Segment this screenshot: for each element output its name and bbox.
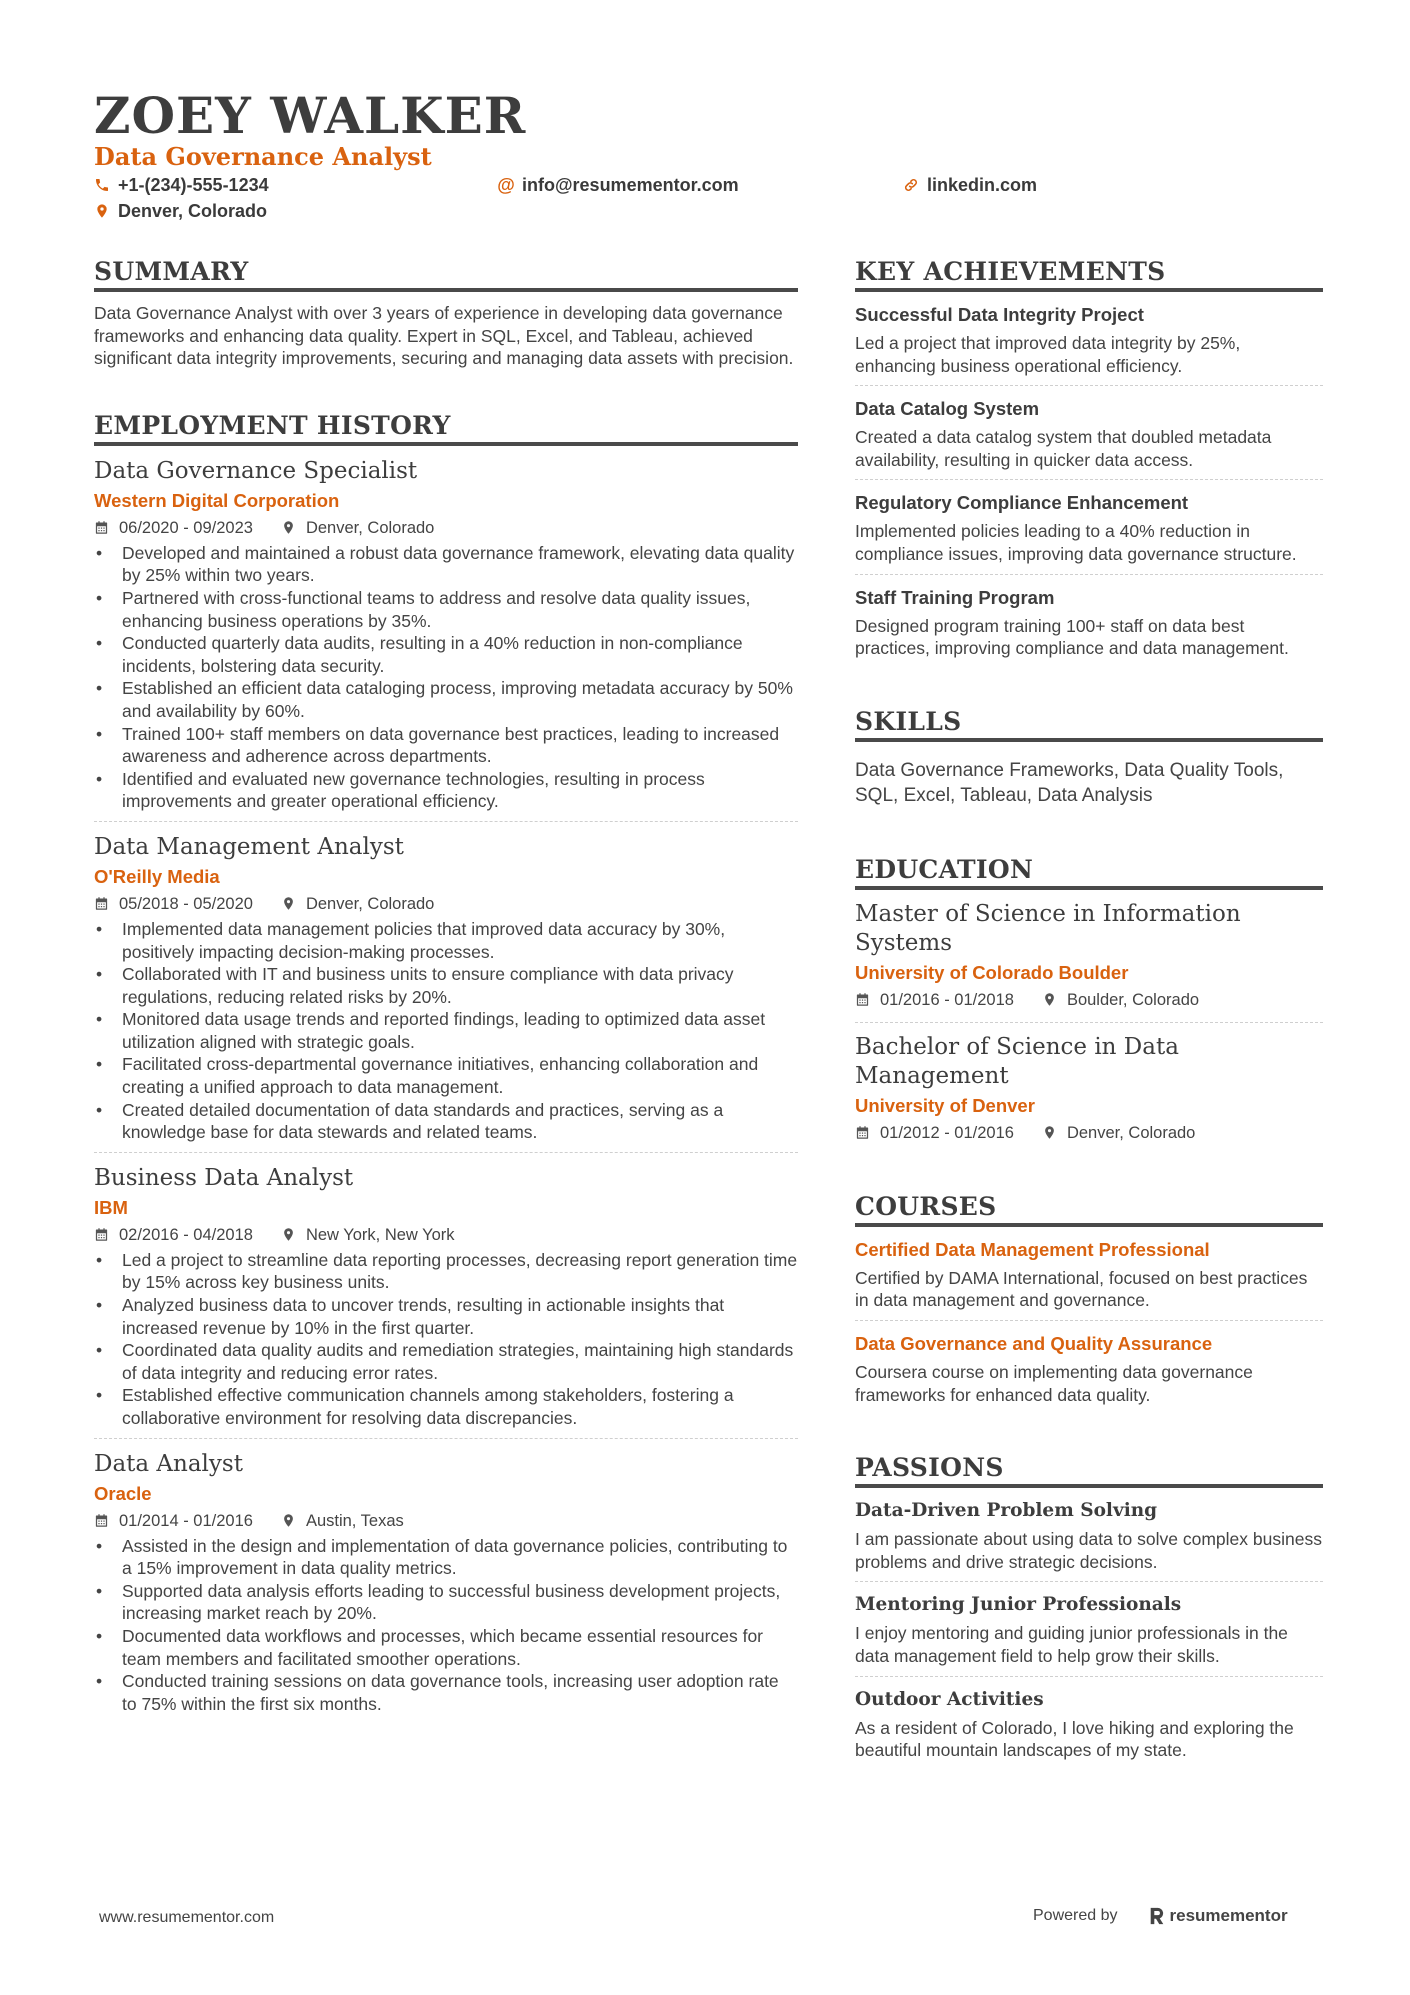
passion-text: As a resident of Colorado, I love hiking and exploring the beautiful mountain landscapes of my state. (855, 1717, 1294, 1761)
job-bullet: • Partnered with cross-functional teams to address and resolve data quality issues, enhancing business operations by 35%. (94, 587, 798, 632)
job-title: Data Governance Specialist (94, 457, 418, 484)
email-text: info@resumementor.com (522, 175, 739, 195)
achievement-title: Regulatory Compliance Enhancement (855, 492, 1189, 514)
at-sign-icon: @ (497, 175, 515, 195)
link-icon (903, 176, 919, 194)
location-item (1042, 988, 1199, 1012)
courses-section (855, 1191, 1323, 1414)
job-bullet: • Implemented data management policies that improved data accuracy by 30%, positively impacting decision-making processes. (94, 918, 798, 963)
meta-row (94, 1223, 798, 1247)
brand-text: resumementor (1169, 1906, 1288, 1925)
date-item (855, 1121, 1014, 1145)
course-item (855, 1237, 1323, 1321)
job-bullet: • Supported data analysis efforts leading to successful business development projects, increasing market reach by 20%. (94, 1580, 798, 1625)
location-item (1042, 1121, 1195, 1145)
achievement-item (855, 490, 1323, 574)
left-column (94, 256, 798, 1761)
school-name: University of Colorado Boulder (855, 961, 1129, 983)
job-bullet: • Analyzed business data to uncover trends, resulting in actionable insights that increased revenue by 10% in the first quarter. (94, 1294, 798, 1339)
employment-section (94, 410, 798, 1724)
job-company: IBM (94, 1196, 128, 1218)
skills-section (855, 706, 1323, 808)
right-column (855, 256, 1323, 1808)
brand-mark-icon (1148, 1906, 1166, 1926)
calendar-icon (94, 1227, 119, 1242)
location-item (281, 1509, 404, 1533)
achievement-text: Implemented policies leading to a 40% reduction in compliance issues, improving data governance structure. (855, 521, 1297, 564)
date-item (855, 988, 1014, 1012)
job-title: Data Management Analyst (94, 833, 404, 860)
job-title: Business Data Analyst (94, 1164, 354, 1191)
job-bullet: • Created detailed documentation of data standards and practices, serving as a knowledge base for data stewards and related teams. (94, 1099, 798, 1144)
achievement-text: Led a project that improved data integrity by 25%, enhancing business operational efficiency. (855, 333, 1241, 376)
job-entry (94, 456, 798, 822)
job-entry (94, 1449, 798, 1724)
job-bullets (94, 542, 798, 813)
job-bullets (94, 1535, 798, 1716)
contact-location (94, 199, 267, 223)
calendar-icon (94, 896, 119, 911)
map-pin-icon (281, 1227, 306, 1242)
date-text: 01/2016 - 01/2018 (880, 990, 1014, 1009)
map-pin-icon (1042, 1125, 1067, 1140)
candidate-role: Data Governance Analyst (94, 142, 432, 171)
course-title: Data Governance and Quality Assurance (855, 1332, 1213, 1354)
job-bullet: • Monitored data usage trends and reported findings, leading to optimized data asset utilization aligned with strategic goals. (94, 1008, 798, 1053)
job-bullet: • Established an efficient data cataloging process, improving metadata accuracy by 50% and availability by 60%. (94, 677, 798, 722)
passion-item (855, 1592, 1323, 1676)
summary-heading: SUMMARY (94, 256, 798, 292)
linkedin-text: linkedin.com (927, 175, 1038, 195)
meta-row (94, 1509, 798, 1533)
phone-text: +1-(234)-555-1234 (118, 175, 269, 195)
location-text: Boulder, Colorado (1066, 990, 1200, 1009)
achievement-item (855, 585, 1323, 668)
course-text: Certified by DAMA International, focused on best practices in data management and governance. (855, 1267, 1308, 1311)
education-list (855, 900, 1323, 1155)
skills-text: Data Governance Frameworks, Data Quality Tools, SQL, Excel, Tableau, Data Analysis (855, 759, 1284, 806)
education-item (855, 1033, 1323, 1155)
education-section (855, 854, 1323, 1155)
job-bullet: • Trained 100+ staff members on data governance best practices, leading to increased awareness and adherence across departments. (94, 723, 798, 768)
passion-title: Data-Driven Problem Solving (855, 1500, 1158, 1522)
footer-powered (1033, 1904, 1288, 1928)
job-bullet: • Facilitated cross-departmental governance initiatives, enhancing collaboration and creating a unified approach to data management. (94, 1053, 798, 1098)
passion-item (855, 1687, 1323, 1770)
degree-title: Bachelor of Science in Data Management (855, 1033, 1179, 1089)
summary-section (94, 256, 798, 370)
location-text: Denver, Colorado (305, 518, 435, 537)
date-text: 02/2016 - 04/2018 (119, 1225, 253, 1244)
date-text: 01/2014 - 01/2016 (119, 1511, 253, 1530)
location-item (281, 516, 434, 540)
achievement-list (855, 302, 1323, 668)
school-name: University of Denver (855, 1094, 1035, 1116)
passion-list (855, 1498, 1323, 1770)
job-bullet: • Established effective communication channels among stakeholders, fostering a collaborative environment for resolving data discrepancies. (94, 1384, 798, 1429)
passions-section (855, 1452, 1323, 1770)
achievement-title: Successful Data Integrity Project (855, 304, 1144, 325)
job-title: Data Analyst (94, 1450, 243, 1477)
job-bullets (94, 918, 798, 1144)
map-pin-icon (281, 896, 306, 911)
education-item (855, 900, 1323, 1023)
footer-website[interactable]: www.resumementor.com (99, 1909, 275, 1926)
meta-row (94, 892, 798, 916)
location-text: Denver, Colorado (118, 201, 268, 221)
contact-email[interactable] (498, 173, 739, 197)
course-title: Certified Data Management Professional (855, 1238, 1210, 1260)
passion-title: Outdoor Activities (855, 1688, 1044, 1710)
map-pin-icon (281, 1513, 306, 1528)
achievements-heading: KEY ACHIEVEMENTS (855, 256, 1323, 292)
passion-text: I am passionate about using data to solve complex business problems and drive strategic decisions. (855, 1529, 1322, 1572)
map-pin-icon (1042, 992, 1067, 1007)
course-text: Coursera course on implementing data governance frameworks for enhanced data quality. (855, 1361, 1253, 1405)
powered-by-label: Powered by (1033, 1907, 1118, 1924)
map-pin-icon (94, 202, 110, 220)
passion-title: Mentoring Junior Professionals (855, 1594, 1182, 1616)
candidate-name: ZOEY WALKER (94, 86, 527, 145)
job-entry (94, 832, 798, 1153)
job-list (94, 456, 798, 1724)
job-company: Oracle (94, 1482, 152, 1504)
courses-heading: COURSES (855, 1191, 1323, 1227)
achievement-item (855, 302, 1323, 386)
achievement-item (855, 396, 1323, 480)
passions-heading: PASSIONS (855, 1452, 1323, 1488)
map-pin-icon (281, 520, 306, 535)
job-company: O'Reilly Media (94, 865, 220, 887)
meta-row (855, 988, 1323, 1012)
calendar-icon (855, 1125, 880, 1140)
contact-linkedin[interactable] (903, 173, 1037, 197)
skills-heading: SKILLS (855, 706, 1323, 742)
date-text: 06/2020 - 09/2023 (119, 518, 253, 537)
job-bullets (94, 1249, 798, 1430)
date-item (94, 1509, 253, 1533)
achievements-section (855, 256, 1323, 668)
contact-phone[interactable] (94, 173, 269, 197)
phone-icon (94, 176, 110, 194)
location-text: New York, New York (305, 1225, 455, 1244)
location-text: Austin, Texas (305, 1511, 404, 1530)
location-text: Denver, Colorado (1066, 1123, 1196, 1142)
course-list (855, 1237, 1323, 1414)
date-text: 01/2012 - 01/2016 (880, 1123, 1014, 1142)
meta-row (94, 516, 798, 540)
achievement-title: Staff Training Program (855, 586, 1055, 608)
date-item (94, 516, 253, 540)
date-item (94, 1223, 253, 1247)
job-entry (94, 1163, 798, 1439)
meta-row (855, 1121, 1323, 1145)
passion-text: I enjoy mentoring and guiding junior professionals in the data management field to help grow their skills. (855, 1623, 1288, 1666)
job-bullet: • Coordinated data quality audits and remediation strategies, maintaining high standards of data integrity and reducing error rates. (94, 1339, 798, 1384)
job-bullet: • Conducted quarterly data audits, resulting in a 40% reduction in non-compliance incidents, bolstering data security. (94, 632, 798, 677)
passion-item (855, 1498, 1323, 1582)
degree-title: Master of Science in Information Systems (855, 900, 1241, 956)
location-item (281, 892, 434, 916)
job-bullet: • Identified and evaluated new governance technologies, resulting in process improvements and greater operational efficiency. (94, 768, 798, 813)
summary-text: Data Governance Analyst with over 3 years of experience in developing data governance frameworks and enhancing data quality. Expert in SQL, Excel, and Tableau, achieved significant data integrity improvements, securing and managing data assets with precision. (94, 303, 794, 369)
calendar-icon (855, 992, 880, 1007)
job-bullet: • Conducted training sessions on data governance tools, increasing user adoption rate to 75% within the first six months. (94, 1670, 798, 1715)
employment-heading: EMPLOYMENT HISTORY (94, 410, 798, 446)
course-item (855, 1331, 1323, 1414)
location-item (281, 1223, 455, 1247)
location-text: Denver, Colorado (305, 894, 435, 913)
calendar-icon (94, 520, 119, 535)
job-bullet: • Assisted in the design and implementation of data governance policies, contributing to a 15% improvement in data quality metrics. (94, 1535, 798, 1580)
date-text: 05/2018 - 05/2020 (119, 894, 253, 913)
job-bullet: • Collaborated with IT and business units to ensure compliance with data privacy regulations, reducing related risks by 20%. (94, 963, 798, 1008)
job-bullet: • Led a project to streamline data reporting processes, decreasing report generation time by 15% across key business units. (94, 1249, 798, 1294)
achievement-text: Designed program training 100+ staff on data best practices, improving compliance and data management. (855, 615, 1289, 659)
job-company: Western Digital Corporation (94, 489, 340, 511)
calendar-icon (94, 1513, 119, 1528)
job-bullet: • Documented data workflows and processes, which became essential resources for team members and facilitated smoother operations. (94, 1625, 798, 1670)
achievement-text: Created a data catalog system that doubled metadata availability, resulting in quicker data access. (855, 427, 1272, 470)
job-bullet: • Developed and maintained a robust data governance framework, elevating data quality by 25% within two years. (94, 542, 798, 587)
achievement-title: Data Catalog System (855, 398, 1040, 420)
brand-logo[interactable] (1148, 1904, 1288, 1928)
date-item (94, 892, 253, 916)
education-heading: EDUCATION (855, 854, 1323, 890)
